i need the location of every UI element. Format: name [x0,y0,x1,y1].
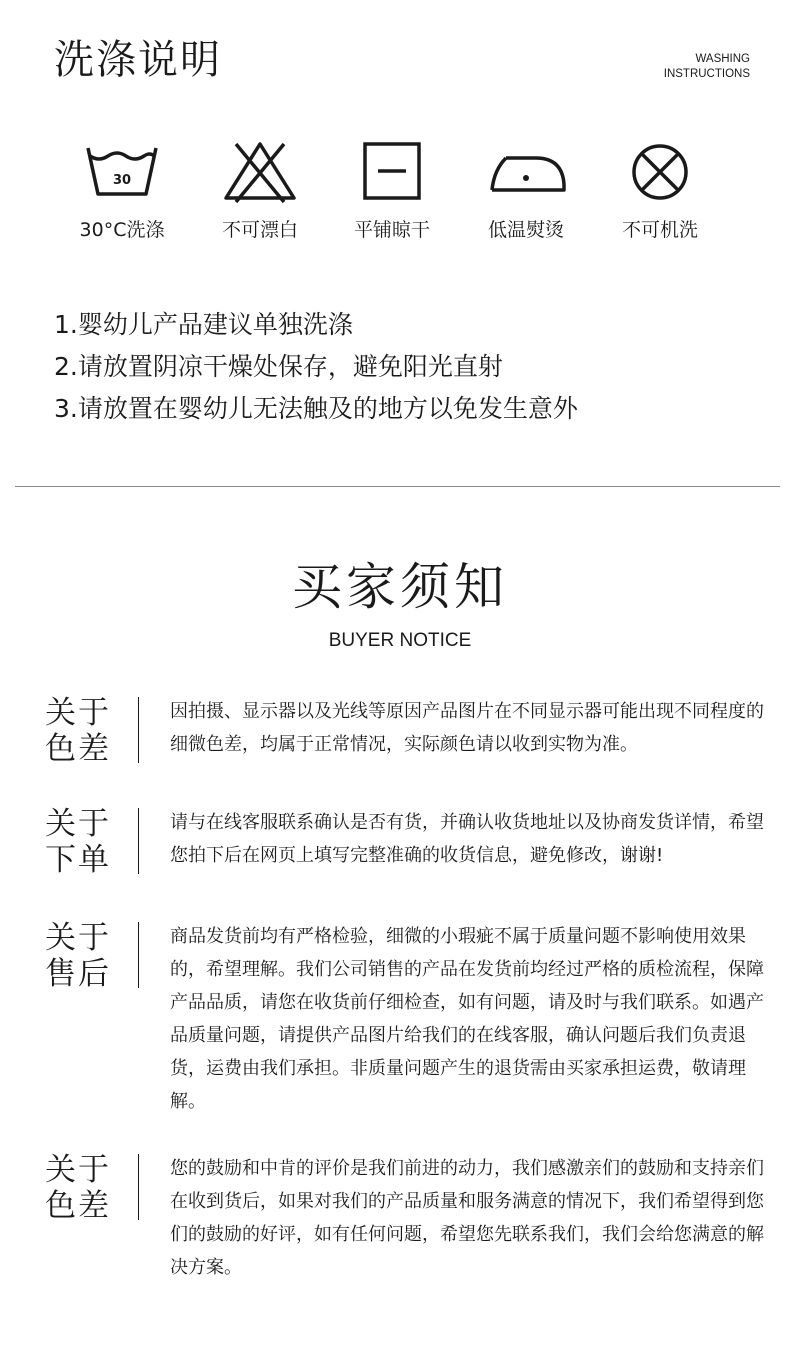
section-text: 因拍摄、显示器以及光线等原因产品图片在不同显示器可能出现不同程度的细微色差，均属于正常情况，实际颜色请以收到实物为准。 [170,701,764,755]
washing-tip: 3.请放置在婴幼儿无法触及的地方以免发生意外 [54,394,578,423]
section-heading-line2: 色差 [45,1188,111,1224]
washing-subtitle-line2: INSTRUCTIONS [663,68,750,80]
section-heading-line1: 关于 [45,1152,111,1188]
care-icons-row [0,140,800,260]
washing-title: 洗涤说明 [54,37,222,83]
section-heading [45,920,115,992]
section-heading-line2: 下单 [45,842,111,878]
section-heading-line1: 关于 [45,920,111,956]
no-bleach-icon [220,140,300,204]
section-heading [45,695,115,767]
washing-tip: 2.请放置阴凉干燥处保存，避免阳光直射 [54,352,503,381]
care-label: 不可机洗 [621,219,698,241]
section-text: 商品发货前均有严格检验，细微的小瑕疵不属于质量问题不影响使用效果的，希望理解。我们公司销售的产品在发货前均经过严格的质检流程，保障产品品质，请您在收货前仔细检查，如有问题，请及时与我们联系。如遇产品质量问题，请提供产品图片给我们的在线客服，确认问题后我们负责退货，运费由我们承担。非质量问题产生的退货需由买家承担运费，敬请理解。 [170,926,764,1112]
section-bar [138,1154,139,1220]
care-item-wash-30 [57,140,187,260]
section-heading-line1: 关于 [45,806,111,842]
wash-temp-badge: 30 [112,173,132,188]
section-heading-line2: 色差 [45,731,111,767]
washing-subtitle-line1: WASHING [695,53,750,65]
section-heading [45,806,115,878]
care-item-low-iron [461,140,591,260]
care-item-dry-flat [327,140,457,260]
care-label: 低温熨烫 [487,219,564,241]
washing-tips [54,304,754,430]
care-label: 30°C洗涤 [79,219,165,241]
care-item-no-machine-wash [595,140,725,260]
low-iron-icon [484,140,568,204]
section-heading [45,1152,115,1224]
no-machine-wash-icon [620,140,700,204]
section-divider [15,486,780,487]
notice-subtitle: BUYER NOTICE [328,630,472,651]
care-label: 平铺晾干 [353,219,430,241]
washing-subtitle [590,52,750,82]
care-item-no-bleach [195,140,325,260]
care-label: 不可漂白 [221,219,298,241]
section-bar [138,697,139,763]
dry-flat-icon [352,140,432,204]
section-heading-line2: 售后 [45,956,111,992]
section-text: 您的鼓励和中肯的评价是我们前进的动力，我们感激亲们的鼓励和支持亲们在收到货后，如果对我们的产品质量和服务满意的情况下，我们希望得到您们的鼓励的好评，如有任何问题，希望您先联系我们，我们会给您满意的解决方案。 [170,1158,764,1278]
section-text: 请与在线客服联系确认是否有货，并确认收货地址以及协商发货详情，希望您拍下后在网页上填写完整准确的收货信息，避免修改，谢谢! [170,812,764,866]
notice-title: 买家须知 [292,558,508,616]
washing-tip: 1.婴幼儿产品建议单独洗涤 [54,310,353,339]
section-bar [138,808,139,874]
section-bar [138,922,139,988]
section-heading-line1: 关于 [45,695,111,731]
wash-tub-30-icon [82,140,162,204]
